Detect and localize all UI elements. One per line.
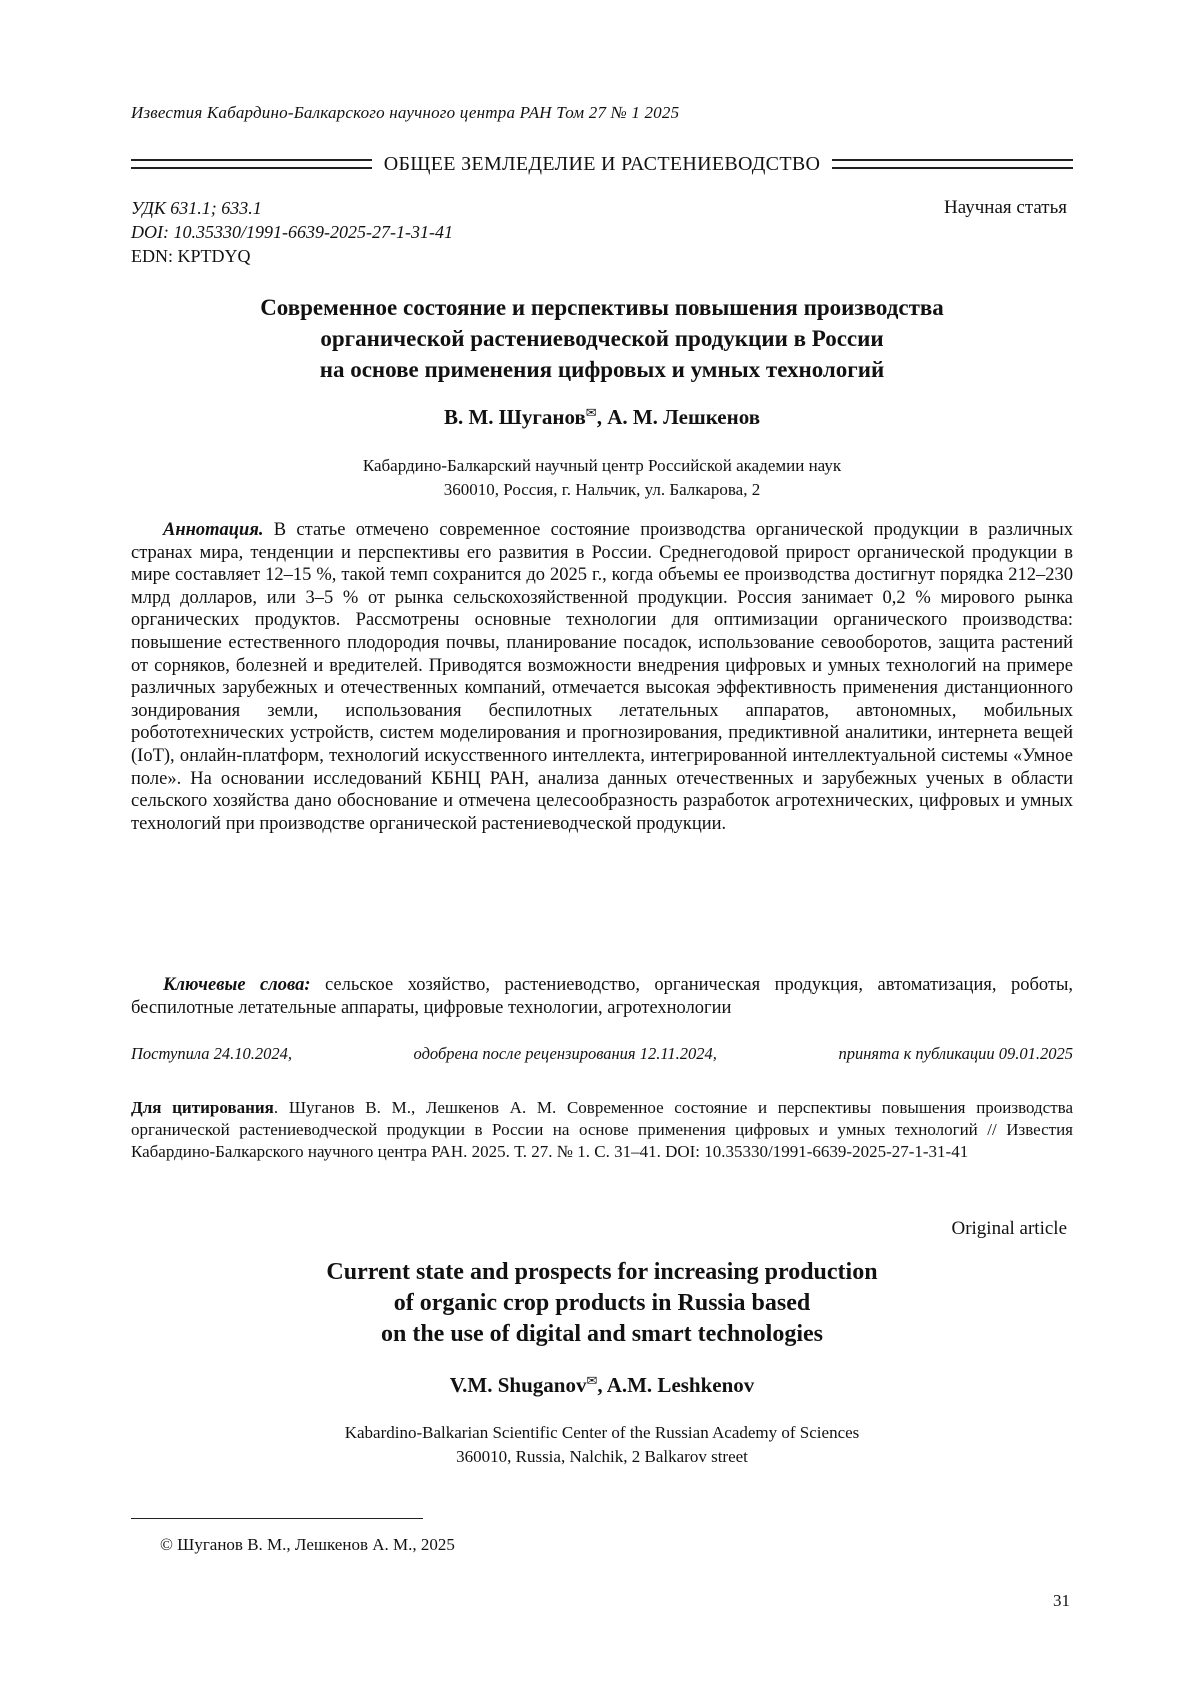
edn: EDN: KPTDYQ: [131, 244, 453, 268]
abstract: [131, 519, 1073, 835]
author-name: В. М. Шуганов: [444, 405, 586, 429]
date-reviewed: одобрена после рецензирования 12.11.2024,: [414, 1044, 717, 1064]
keywords-label: Ключевые слова:: [163, 975, 311, 995]
abstract-text: В статье отмечено современное состояние производства органической продукции в различных странах мира, тенденции и перспективы его развития в России. Среднегодовой прирост органической продукции в мире составляет 12–15 %, такой темп сохранится до 2025 г., когда объемы ее производства достигнут порядка 212–230 млрд долларов, или 3–5 % от рынка сельскохозяйственной продукции. Россия занимает 0,2 % мирового рынка органических продуктов. Рассмотрены основные технологии для оптимизации органического производства: повышение естественного плодородия почвы, планирование посадок, использование севооборотов, защита растений от сорняков, болезней и вредителей. Приводятся возможности внедрения цифровых и умных технологий на примере различных зарубежных и отечественных компаний, отмечается высокая эффективность применения дистанционного зондирования земли, использования беспилотных летательных аппаратов, автономных, мобильных робототехнических устройств, систем моделирования и прогнозирования, предиктивной аналитики, интернета вещей (IoT), онлайн-платформ, технологий искусственного интеллекта, интегрированной интеллектуальной системы «Умное поле». На основании исследований КБНЦ РАН, анализа данных отечественных и зарубежных ученых в области сельского хозяйства дано обоснование и отмечена целесообразность разработок агротехнических, цифровых и умных технологий при производстве органической растениеводческой продукции.: [131, 520, 1073, 834]
abstract-label: Аннотация.: [163, 520, 264, 540]
article-identifiers: [131, 196, 453, 268]
rubric-title: ОБЩЕЕ ЗЕМЛЕДЕЛИЕ И РАСТЕНИЕВОДСТВО: [372, 153, 832, 176]
article-type: Научная статья: [944, 197, 1067, 219]
citation: [131, 1097, 1073, 1163]
citation-label: Для цитирования: [131, 1098, 274, 1117]
affiliation-en-line: 360010, Russia, Nalchik, 2 Balkarov street: [131, 1445, 1073, 1469]
title-ru-line: на основе применения цифровых и умных технологий: [131, 354, 1073, 385]
affiliation-en-line: Kabardino-Balkarian Scientific Center of the Russian Academy of Sciences: [131, 1421, 1073, 1445]
title-en-line: of organic crop products in Russia based: [131, 1288, 1073, 1319]
title-ru-line: Современное состояние и перспективы повышения производства: [131, 292, 1073, 323]
affiliation-en: [131, 1421, 1073, 1469]
keywords-text: сельское хозяйство, растениеводство, органическая продукция, автоматизация, роботы, беспилотные летательные аппараты, цифровые технологии, агротехнологии: [131, 975, 1073, 1018]
envelope-icon: ✉: [586, 1373, 597, 1388]
keywords: [131, 974, 1073, 1019]
rubric-rule-right: [832, 159, 1073, 169]
affiliation-line: 360010, Россия, г. Нальчик, ул. Балкарова, 2: [131, 478, 1073, 502]
footnote-rule: [131, 1518, 423, 1519]
envelope-icon: ✉: [586, 405, 597, 420]
page-number: 31: [1053, 1591, 1070, 1611]
paper-page: [0, 0, 1200, 1697]
article-dates: [131, 1044, 1073, 1064]
affiliation-ru: [131, 454, 1073, 502]
title-ru: [131, 292, 1073, 385]
date-received: Поступила 24.10.2024,: [131, 1044, 292, 1064]
citation-text: . Шуганов В. М., Лешкенов А. М. Современное состояние и перспективы повышения производства органической растениеводческой продукции в России на основе применения цифровых и умных технологий // Известия Кабардино-Балкарского научного центра РАН. 2025. Т. 27. № 1. С. 31–41. DOI: 10.35330/1991-6639-2025-27-1-31-41: [131, 1098, 1073, 1161]
title-ru-line: органической растениеводческой продукции в России: [131, 323, 1073, 354]
rubric-rule-left: [131, 159, 372, 169]
date-accepted: принята к публикации 09.01.2025: [838, 1044, 1073, 1064]
udc-code: УДК 631.1; 633.1: [131, 196, 453, 220]
title-en-line: Current state and prospects for increasing production: [131, 1257, 1073, 1288]
doi: DOI: 10.35330/1991-6639-2025-27-1-31-41: [131, 220, 453, 244]
author-name-en: , A.M. Leshkenov: [597, 1373, 754, 1397]
authors-en: [131, 1373, 1073, 1398]
journal-header: Известия Кабардино-Балкарского научного центра РАН Том 27 № 1 2025: [131, 103, 679, 123]
article-type-en: Original article: [951, 1218, 1067, 1240]
copyright-note: © Шуганов В. М., Лешкенов А. М., 2025: [160, 1535, 455, 1555]
affiliation-line: Кабардино-Балкарский научный центр Российской академии наук: [131, 454, 1073, 478]
author-name-en: V.M. Shuganov: [450, 1373, 587, 1397]
authors-ru: [131, 405, 1073, 430]
author-name: , А. М. Лешкенов: [597, 405, 760, 429]
title-en-line: on the use of digital and smart technologies: [131, 1319, 1073, 1350]
rubric-bar: [131, 150, 1073, 178]
title-en: [131, 1257, 1073, 1350]
